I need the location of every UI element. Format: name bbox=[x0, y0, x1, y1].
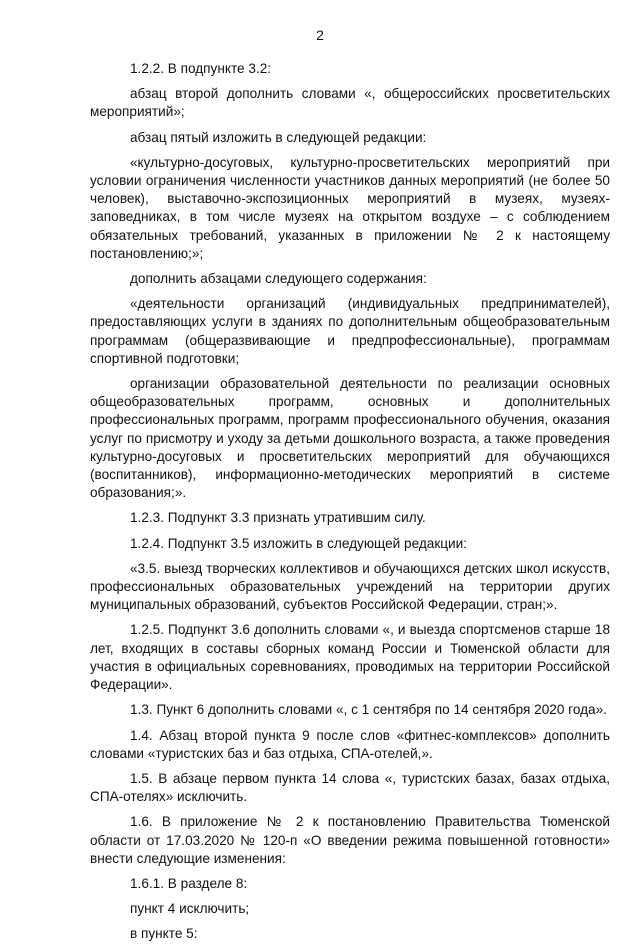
paragraph-1-3: 1.3. Пункт 6 дополнить словами «, с 1 сентября по 14 сентября 2020 года». bbox=[130, 702, 607, 718]
paragraph-kulturno-dosugovyh: «культурно-досуговых, культурно-просветительских мероприятий при условии ограничения численности участников данных мероприятий (не более 50 человек), выставочно-экспозиционных мероприятий в музеях, музеях-заповедниках, в том числе музеях на открытом воздухе – с соблюдением обязательных требований, указанных в приложении № 2 к настоящему постановлению;»; bbox=[90, 154, 610, 261]
paragraph-1-5: 1.5. В абзаце первом пункта 14 слова «, туристских базах, базах отдыха, СПА-отелях» исключить. bbox=[90, 770, 610, 805]
paragraph-1-2-3: 1.2.3. Подпункт 3.3 признать утратившим силу. bbox=[130, 510, 426, 526]
page-number: 2 bbox=[316, 27, 324, 43]
paragraph-punkt-4: пункт 4 исключить; bbox=[130, 901, 250, 917]
paragraph-1-2-2: 1.2.2. В подпункте 3.2: bbox=[130, 61, 272, 76]
paragraph-3-5: «3.5. выезд творческих коллективов и обучающихся детских школ искусств, профессиональных образовательных учреждений на территории других муниципальных образований, субъектов Российской Федерации, стран;». bbox=[90, 560, 610, 613]
paragraph-1-4: 1.4. Абзац второй пункта 9 после слов «фитнес-комплексов» дополнить словами «туристских баз и баз отдыха, СПА-отелей,». bbox=[90, 727, 610, 761]
paragraph-deyatelnosti-organizaciy: «деятельности организаций (индивидуальных предпринимателей), предоставляющих услуги в зданиях по дополнительным общеобразовательным программам (общеразвивающие и предпрофессиональные), программам спортивной подготовки; bbox=[90, 296, 610, 366]
document-body bbox=[90, 60, 610, 951]
paragraph-abzac-pyatyi: абзац пятый изложить в следующей редакции: bbox=[130, 129, 427, 145]
paragraph-1-2-4: 1.2.4. Подпункт 3.5 изложить в следующей редакции: bbox=[130, 535, 468, 551]
paragraph-1-6-1: 1.6.1. В разделе 8: bbox=[130, 875, 248, 891]
paragraph-1-6: 1.6. В приложение № 2 к постановлению Правительства Тюменской области от 17.03.2020 № 120-п «О введении режима повышенной готовности» внести следующие изменения: bbox=[90, 814, 610, 866]
paragraph-1-2-5: 1.2.5. Подпункт 3.6 дополнить словами «, и выезда спортсменов старше 18 лет, входящих в составы сборных команд России и Тюменской области для участия в официальных соревнованиях, проводимых на территории Российской Федерации». bbox=[90, 622, 610, 693]
paragraph-organizacii-obrazovatelnoy: организации образовательной деятельности по реализации основных общеобразовательных программ, основных и дополнительных профессиональных программ, программ профессионального обучения, оказания услуг по присмотру и уходу за детьми дошкольного возраста, а также проведения культурно-досуговых и просветительских мероприятий для обучающихся (воспитанников), информационно-методических мероприятий в системе образования;». bbox=[90, 376, 610, 501]
paragraph-dopolnit-abzacami: дополнить абзацами следующего содержания: bbox=[130, 271, 427, 287]
paragraph-abzac-vtoroy: абзац второй дополнить словами «, общероссийских просветительских мероприятий»; bbox=[90, 86, 610, 120]
paragraph-v-punkte-5: в пункте 5: bbox=[130, 926, 198, 942]
